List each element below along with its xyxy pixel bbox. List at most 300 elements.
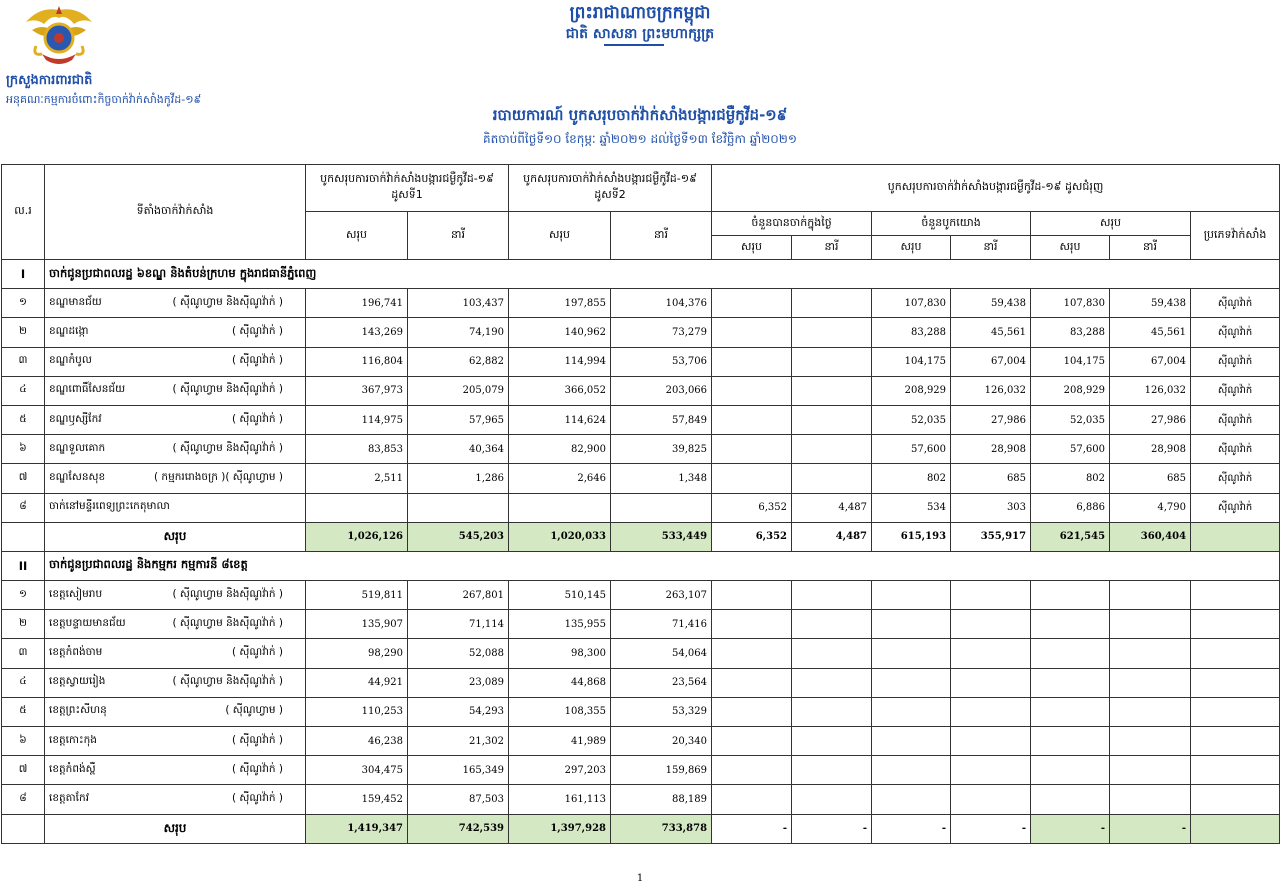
row-number: ៧ [2, 756, 45, 785]
value-cell-d1t: 2,511 [306, 464, 408, 493]
value-cell-cut: 107,830 [872, 289, 951, 318]
value-cell-d2t: 82,900 [509, 435, 611, 464]
location-cell [45, 785, 306, 814]
value-cell-cut [872, 697, 951, 726]
col-header-today: ចំនួនបានចាក់ក្នុងថ្ងៃ [712, 212, 872, 236]
value-cell-d1t: 110,253 [306, 697, 408, 726]
value-cell-cuf: 28,908 [951, 435, 1031, 464]
value-cell-cut [872, 785, 951, 814]
value-cell-d2t: 197,855 [509, 289, 611, 318]
location-name: ខេត្តកោះកុង [49, 733, 97, 746]
value-cell-d1f: 165,349 [408, 756, 509, 785]
location-name: ខេត្តកំពង់ស្ពឺ [49, 762, 96, 775]
value-cell-d2t: 140,962 [509, 318, 611, 347]
total-cell-cuf: 355,917 [951, 522, 1031, 551]
vaccine-type-cell: ស៊ីណូវ៉ាក់ [1191, 464, 1280, 493]
vaccine-type-cell [1191, 727, 1280, 756]
value-cell-smt: 6,886 [1031, 493, 1110, 522]
total-cell-smt: 621,545 [1031, 522, 1110, 551]
value-cell-tdf [792, 435, 872, 464]
value-cell-d1f: 267,801 [408, 581, 509, 610]
col-header-dose2-total: សរុប [509, 212, 611, 260]
location-vaccine-note: ( ស៊ីណូវ៉ាក់ ) [231, 412, 283, 425]
row-number: ៣ [2, 639, 45, 668]
location-name: ខេត្តស្វាយរៀង [49, 675, 106, 688]
vaccine-type-cell: ស៊ីណូវ៉ាក់ [1191, 376, 1280, 405]
value-cell-cuf: 126,032 [951, 376, 1031, 405]
value-cell-d2f: 263,107 [611, 581, 712, 610]
value-cell-cuf: 685 [951, 464, 1031, 493]
total-cell-cut: - [872, 814, 951, 843]
table-row [2, 435, 1280, 464]
value-cell-smt: 57,600 [1031, 435, 1110, 464]
value-cell-d2t: 114,994 [509, 347, 611, 376]
value-cell-d1f: 205,079 [408, 376, 509, 405]
location-vaccine-note: ( ស៊ីណូហ្វាម និងស៊ីណូវ៉ាក់ ) [172, 616, 283, 629]
location-vaccine-note: ( ស៊ីណូហ្វាម និងស៊ីណូវ៉ាក់ ) [172, 295, 283, 308]
row-number: ៣ [2, 347, 45, 376]
value-cell-tdt [712, 610, 792, 639]
vaccine-type-cell: ស៊ីណូវ៉ាក់ [1191, 347, 1280, 376]
value-cell-d2t: 114,624 [509, 405, 611, 434]
value-cell-tdt [712, 785, 792, 814]
col-header-cumulative-total: សរុប [872, 236, 951, 260]
table-row [2, 347, 1280, 376]
row-number: ៧ [2, 464, 45, 493]
value-cell-smf: 685 [1110, 464, 1191, 493]
table-row [2, 785, 1280, 814]
value-cell-d2f: 203,066 [611, 376, 712, 405]
col-header-vaccine-type: ប្រភេទវ៉ាក់សាំង [1191, 212, 1280, 260]
location-vaccine-note: ( ស៊ីណូវ៉ាក់ ) [231, 733, 283, 746]
value-cell-d1t [306, 493, 408, 522]
value-cell-tdf [792, 376, 872, 405]
value-cell-tdt [712, 697, 792, 726]
col-header-today-total: សរុប [712, 236, 792, 260]
location-vaccine-note: ( ស៊ីណូហ្វាម និងស៊ីណូវ៉ាក់ ) [172, 383, 283, 396]
location-name: ខេត្តកំពង់ចាម [49, 646, 103, 659]
value-cell-d1f: 52,088 [408, 639, 509, 668]
value-cell-tdt [712, 405, 792, 434]
location-vaccine-note: ( ស៊ីណូហ្វាម និងស៊ីណូវ៉ាក់ ) [172, 587, 283, 600]
value-cell-tdt [712, 289, 792, 318]
vaccine-type-cell [1191, 668, 1280, 697]
value-cell-d1t: 116,804 [306, 347, 408, 376]
value-cell-d1t: 143,269 [306, 318, 408, 347]
location-vaccine-note: ( ស៊ីណូវ៉ាក់ ) [231, 762, 283, 775]
table-row [2, 405, 1280, 434]
value-cell-d2t: 41,989 [509, 727, 611, 756]
value-cell-d2t: 98,300 [509, 639, 611, 668]
value-cell-cuf [951, 668, 1031, 697]
col-header-dose2: បូកសរុបការចាក់វ៉ាក់សាំងបង្ការជម្ងឺកូវីដ-១៩ ដូសទី2 [509, 165, 712, 212]
value-cell-d2f: 53,329 [611, 697, 712, 726]
value-cell-smt: 83,288 [1031, 318, 1110, 347]
section-number: II [2, 551, 45, 580]
location-name: ខេត្តតាកែវ [49, 791, 89, 804]
table-row [2, 493, 1280, 522]
total-cell-d2t: 1,020,033 [509, 522, 611, 551]
value-cell-cuf: 45,561 [951, 318, 1031, 347]
value-cell-smf [1110, 785, 1191, 814]
location-cell [45, 697, 306, 726]
total-label: សរុប [45, 814, 306, 843]
row-number: ៤ [2, 668, 45, 697]
row-number: ១ [2, 581, 45, 610]
value-cell-d1t: 367,973 [306, 376, 408, 405]
table-row [2, 581, 1280, 610]
location-cell [45, 376, 306, 405]
row-number: ៥ [2, 405, 45, 434]
total-cell-d2t: 1,397,928 [509, 814, 611, 843]
value-cell-tdf [792, 668, 872, 697]
value-cell-d1t: 304,475 [306, 756, 408, 785]
section-number: I [2, 260, 45, 289]
location-cell [45, 727, 306, 756]
vaccine-type-cell: ស៊ីណូវ៉ាក់ [1191, 318, 1280, 347]
total-cell-cut: 615,193 [872, 522, 951, 551]
value-cell-d1f: 21,302 [408, 727, 509, 756]
value-cell-smt [1031, 610, 1110, 639]
table-row [2, 318, 1280, 347]
value-cell-tdf [792, 464, 872, 493]
value-cell-smt [1031, 668, 1110, 697]
col-header-dose1: បូកសរុបការចាក់វ៉ាក់សាំងបង្ការជម្ងឺកូវីដ-១៩ ដូសទី1 [306, 165, 509, 212]
value-cell-tdt [712, 435, 792, 464]
value-cell-smf: 45,561 [1110, 318, 1191, 347]
location-cell [45, 668, 306, 697]
value-cell-cut: 534 [872, 493, 951, 522]
value-cell-cut: 57,600 [872, 435, 951, 464]
col-header-no: ល.រ [2, 165, 45, 260]
col-header-dose1-female: នារី [408, 212, 509, 260]
total-blank [2, 814, 45, 843]
total-vaccine-type-blank [1191, 522, 1280, 551]
value-cell-d1f [408, 493, 509, 522]
value-cell-smf [1110, 581, 1191, 610]
kingdom-motto: ជាតិ សាសនា ព្រះមហាក្សត្រ [565, 26, 715, 42]
kingdom-title: ព្រះរាជាណាចក្រកម្ពុជា [569, 3, 711, 23]
location-vaccine-note: ( ស៊ីណូវ៉ាក់ ) [231, 324, 283, 337]
vaccine-type-cell [1191, 581, 1280, 610]
vaccine-type-cell [1191, 785, 1280, 814]
value-cell-d2f: 54,064 [611, 639, 712, 668]
location-cell [45, 318, 306, 347]
table-row [2, 464, 1280, 493]
location-vaccine-note: ( ស៊ីណូវ៉ាក់ ) [231, 791, 283, 804]
table-row [2, 289, 1280, 318]
section-row [2, 551, 1280, 580]
value-cell-smf: 4,790 [1110, 493, 1191, 522]
row-number: ៨ [2, 493, 45, 522]
location-name: ខណ្ឌពោធិ៍សែនជ័យ [49, 383, 126, 396]
location-name: ខេត្តព្រះសីហនុ [49, 704, 107, 717]
value-cell-tdf [792, 639, 872, 668]
location-cell [45, 639, 306, 668]
value-cell-cut [872, 727, 951, 756]
value-cell-d2t: 44,868 [509, 668, 611, 697]
location-vaccine-note: ( ស៊ីណូហ្វាម និងស៊ីណូវ៉ាក់ ) [172, 441, 283, 454]
col-header-dose1-total: សរុប [306, 212, 408, 260]
col-header-cumulative-female: នារី [951, 236, 1031, 260]
location-vaccine-note: ( ស៊ីណូវ៉ាក់ ) [231, 354, 283, 367]
value-cell-d2t: 135,955 [509, 610, 611, 639]
col-header-sum-total: សរុប [1031, 236, 1110, 260]
location-name: ខណ្ឌទួលគោក [49, 441, 106, 454]
value-cell-d1f: 62,882 [408, 347, 509, 376]
value-cell-tdf [792, 785, 872, 814]
vaccine-type-cell [1191, 639, 1280, 668]
value-cell-tdf [792, 581, 872, 610]
value-cell-smf: 67,004 [1110, 347, 1191, 376]
ministry-emblem-icon [22, 2, 96, 70]
value-cell-d2f: 53,706 [611, 347, 712, 376]
value-cell-cut [872, 581, 951, 610]
value-cell-d2f: 39,825 [611, 435, 712, 464]
vaccine-type-cell [1191, 697, 1280, 726]
row-number: ២ [2, 318, 45, 347]
title-ornament [604, 44, 664, 46]
value-cell-d2f: 23,564 [611, 668, 712, 697]
row-number: ៥ [2, 697, 45, 726]
total-row [2, 522, 1280, 551]
value-cell-smt [1031, 639, 1110, 668]
subcommittee-name: អនុគណៈកម្មការចំពោះកិច្ចចាក់វ៉ាក់សាំងកូវីដ-១៩ [6, 93, 202, 106]
value-cell-tdt: 6,352 [712, 493, 792, 522]
value-cell-smt [1031, 785, 1110, 814]
value-cell-smt: 802 [1031, 464, 1110, 493]
value-cell-tdt [712, 756, 792, 785]
value-cell-d1f: 87,503 [408, 785, 509, 814]
value-cell-d1f: 71,114 [408, 610, 509, 639]
value-cell-tdf [792, 405, 872, 434]
total-cell-d1f: 742,539 [408, 814, 509, 843]
value-cell-smt: 104,175 [1031, 347, 1110, 376]
value-cell-tdf [792, 318, 872, 347]
location-cell [45, 435, 306, 464]
total-cell-d2f: 533,449 [611, 522, 712, 551]
table-row [2, 727, 1280, 756]
report-title: របាយការណ៍ បូកសរុបចាក់វ៉ាក់សាំងបង្ការជម្ងឺកូវីដ-១៩ [492, 106, 788, 124]
value-cell-cuf [951, 610, 1031, 639]
value-cell-cuf [951, 581, 1031, 610]
value-cell-d1f: 40,364 [408, 435, 509, 464]
location-cell [45, 347, 306, 376]
value-cell-tdf [792, 347, 872, 376]
value-cell-tdt [712, 318, 792, 347]
value-cell-smf [1110, 668, 1191, 697]
total-vaccine-type-blank [1191, 814, 1280, 843]
location-cell [45, 464, 306, 493]
value-cell-smf [1110, 610, 1191, 639]
value-cell-cut [872, 668, 951, 697]
total-cell-tdt: - [712, 814, 792, 843]
vaccine-type-cell [1191, 756, 1280, 785]
value-cell-tdf: 4,487 [792, 493, 872, 522]
location-name: ចាក់នៅមន្ទីរពេទ្យព្រះកេតុមាលា [49, 500, 170, 513]
vaccine-type-cell: ស៊ីណូវ៉ាក់ [1191, 405, 1280, 434]
value-cell-smt [1031, 697, 1110, 726]
value-cell-d1f: 74,190 [408, 318, 509, 347]
location-vaccine-note: ( ស៊ីណូវ៉ាក់ ) [231, 646, 283, 659]
location-name: ខណ្ឌដង្កោ [49, 324, 89, 337]
col-header-booster: បូកសរុបការចាក់វ៉ាក់សាំងបង្ការជម្ងឺកូវីដ-១៩ ដូសជំរុញ [712, 165, 1280, 212]
value-cell-d2f: 71,416 [611, 610, 712, 639]
value-cell-cut: 802 [872, 464, 951, 493]
report-period: គិតចាប់ពីថ្ងៃទី១០ ខែកុម្ភៈ ឆ្នាំ២០២១ ដល់ថ្ងៃទី១៣ ខែវិច្ឆិកា ឆ្នាំ២០២១ [483, 132, 797, 146]
total-cell-tdf: 4,487 [792, 522, 872, 551]
value-cell-cuf [951, 639, 1031, 668]
value-cell-d2t: 161,113 [509, 785, 611, 814]
value-cell-smt: 208,929 [1031, 376, 1110, 405]
total-cell-tdf: - [792, 814, 872, 843]
table-row [2, 756, 1280, 785]
location-cell [45, 405, 306, 434]
value-cell-d2f: 1,348 [611, 464, 712, 493]
value-cell-d1f: 57,965 [408, 405, 509, 434]
value-cell-d1f: 54,293 [408, 697, 509, 726]
value-cell-d1t: 44,921 [306, 668, 408, 697]
col-header-location: ទីតាំងចាក់វ៉ាក់សាំង [45, 165, 306, 260]
total-cell-d1t: 1,026,126 [306, 522, 408, 551]
row-number: ២ [2, 610, 45, 639]
value-cell-cuf: 67,004 [951, 347, 1031, 376]
location-vaccine-note: ( ស៊ីណូហ្វាម ) [225, 704, 283, 717]
row-number: ៦ [2, 727, 45, 756]
value-cell-smf: 126,032 [1110, 376, 1191, 405]
value-cell-d2t: 297,203 [509, 756, 611, 785]
total-cell-d2f: 733,878 [611, 814, 712, 843]
value-cell-d1t: 46,238 [306, 727, 408, 756]
value-cell-d2t: 366,052 [509, 376, 611, 405]
value-cell-d2t: 2,646 [509, 464, 611, 493]
value-cell-tdf [792, 697, 872, 726]
value-cell-cut: 104,175 [872, 347, 951, 376]
value-cell-tdt [712, 727, 792, 756]
value-cell-smt: 107,830 [1031, 289, 1110, 318]
value-cell-cuf [951, 756, 1031, 785]
total-blank [2, 522, 45, 551]
value-cell-d2f: 104,376 [611, 289, 712, 318]
value-cell-d2f [611, 493, 712, 522]
value-cell-d2f: 57,849 [611, 405, 712, 434]
ministry-name: ក្រសួងការពារជាតិ [6, 73, 93, 88]
value-cell-d2f: 159,869 [611, 756, 712, 785]
value-cell-tdt [712, 376, 792, 405]
table-row [2, 668, 1280, 697]
col-header-sum: សរុប [1031, 212, 1191, 236]
value-cell-d1t: 114,975 [306, 405, 408, 434]
total-label: សរុប [45, 522, 306, 551]
vaccination-table [1, 164, 1280, 844]
total-cell-smt: - [1031, 814, 1110, 843]
location-cell [45, 756, 306, 785]
location-vaccine-note: ( កម្មកររោងចក្រ )( ស៊ីណូហ្វាម ) [154, 470, 283, 483]
value-cell-smf [1110, 697, 1191, 726]
value-cell-cut: 83,288 [872, 318, 951, 347]
value-cell-cut [872, 610, 951, 639]
row-number: ៨ [2, 785, 45, 814]
value-cell-d2f: 88,189 [611, 785, 712, 814]
value-cell-d1t: 519,811 [306, 581, 408, 610]
table-row [2, 639, 1280, 668]
total-cell-d1t: 1,419,347 [306, 814, 408, 843]
value-cell-d1t: 196,741 [306, 289, 408, 318]
total-cell-cuf: - [951, 814, 1031, 843]
value-cell-tdf [792, 756, 872, 785]
total-cell-smf: - [1110, 814, 1191, 843]
value-cell-tdt [712, 581, 792, 610]
value-cell-tdt [712, 464, 792, 493]
value-cell-d1f: 23,089 [408, 668, 509, 697]
location-name: ខណ្ឌសែនសុខ [49, 470, 106, 483]
value-cell-tdf [792, 289, 872, 318]
value-cell-smf [1110, 756, 1191, 785]
value-cell-smf: 28,908 [1110, 435, 1191, 464]
row-number: ៤ [2, 376, 45, 405]
section-row [2, 260, 1280, 289]
value-cell-smt [1031, 727, 1110, 756]
value-cell-d2t: 108,355 [509, 697, 611, 726]
location-name: ខេត្តបន្ទាយមានជ័យ [49, 616, 126, 629]
value-cell-cut [872, 639, 951, 668]
value-cell-tdt [712, 639, 792, 668]
value-cell-d1t: 135,907 [306, 610, 408, 639]
value-cell-cut: 208,929 [872, 376, 951, 405]
location-name: ខណ្ឌមានជ័យ [49, 295, 102, 308]
section-title: ចាក់ជូនប្រជាពលរដ្ឋ ៦ខណ្ឌ និងតំបន់ក្រហម ក្នុងរាជធានីភ្នំពេញ [45, 260, 1280, 289]
value-cell-smf: 59,438 [1110, 289, 1191, 318]
value-cell-tdt [712, 347, 792, 376]
value-cell-cuf [951, 727, 1031, 756]
value-cell-smt: 52,035 [1031, 405, 1110, 434]
location-cell [45, 289, 306, 318]
value-cell-d2t: 510,145 [509, 581, 611, 610]
location-cell [45, 610, 306, 639]
value-cell-smt [1031, 581, 1110, 610]
value-cell-d1f: 103,437 [408, 289, 509, 318]
total-cell-d1f: 545,203 [408, 522, 509, 551]
page-number: 1 [636, 873, 644, 884]
vaccine-type-cell [1191, 610, 1280, 639]
row-number: ១ [2, 289, 45, 318]
value-cell-smf: 27,986 [1110, 405, 1191, 434]
value-cell-tdf [792, 610, 872, 639]
total-cell-smf: 360,404 [1110, 522, 1191, 551]
value-cell-smf [1110, 639, 1191, 668]
value-cell-cut [872, 756, 951, 785]
value-cell-tdt [712, 668, 792, 697]
section-title: ចាក់ជូនប្រជាពលរដ្ឋ និងកម្មករ កម្មការនី ៨ខេត្ត [45, 551, 1280, 580]
value-cell-cut: 52,035 [872, 405, 951, 434]
value-cell-smf [1110, 727, 1191, 756]
table-row [2, 610, 1280, 639]
vaccine-type-cell: ស៊ីណូវ៉ាក់ [1191, 435, 1280, 464]
location-cell [45, 581, 306, 610]
location-vaccine-note: ( ស៊ីណូហ្វាម និងស៊ីណូវ៉ាក់ ) [172, 675, 283, 688]
value-cell-cuf: 303 [951, 493, 1031, 522]
value-cell-cuf [951, 785, 1031, 814]
value-cell-d1f: 1,286 [408, 464, 509, 493]
value-cell-d1t: 83,853 [306, 435, 408, 464]
location-name: ខណ្ឌកំបូល [49, 354, 92, 367]
value-cell-cuf: 27,986 [951, 405, 1031, 434]
table-row [2, 376, 1280, 405]
value-cell-tdf [792, 727, 872, 756]
value-cell-d2f: 73,279 [611, 318, 712, 347]
col-header-dose2-female: នារី [611, 212, 712, 260]
value-cell-d2t [509, 493, 611, 522]
